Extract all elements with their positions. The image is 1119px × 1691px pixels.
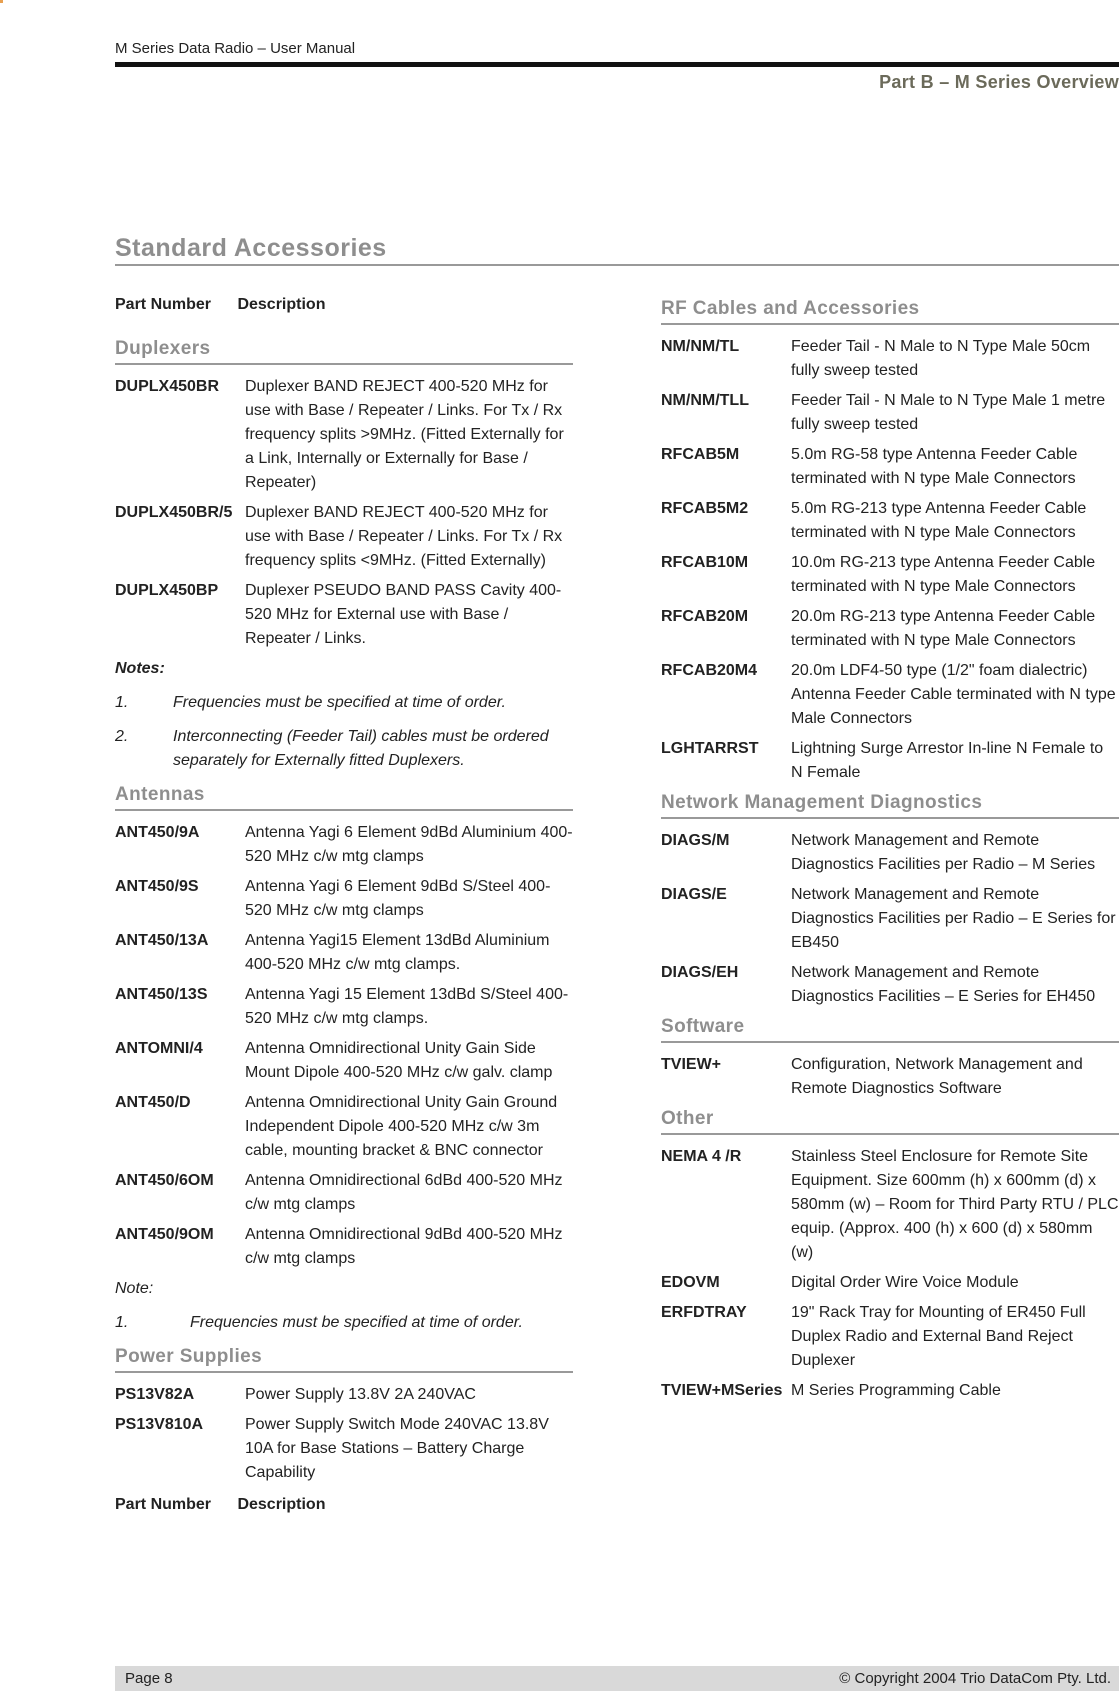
description: Duplexer BAND REJECT 400-520 MHz for use with Base / Repeater / Links. For Tx / Rx frequency splits >9MHz. (Fitted Externally for a Link, Internally or Externally for Base / Repeater) (245, 378, 564, 491)
part-number: NEMA 4 /R (661, 1148, 742, 1165)
part-number: ANT450/9S (115, 878, 199, 895)
description: 5.0m RG-58 type Antenna Feeder Cable terminated with N type Male Connectors (791, 446, 1078, 487)
part-number: PS13V82A (115, 1386, 195, 1403)
description: 20.0m RG-213 type Antenna Feeder Cable terminated with N type Male Connectors (791, 608, 1096, 649)
list-item (115, 1383, 573, 1407)
section-rule (661, 323, 1119, 325)
section-title-software: Software (661, 1016, 745, 1037)
part-number: DIAGS/E (661, 886, 727, 903)
duplexers-notes (115, 691, 573, 773)
notes-label: Notes: (115, 660, 165, 677)
list-item (661, 605, 1119, 653)
section-rule (115, 363, 573, 365)
part-number: PS13V810A (115, 1416, 204, 1433)
page-number: Page 8 (125, 1670, 173, 1687)
section-rule (115, 1371, 573, 1373)
part-number: DUPLX450BR (115, 378, 220, 395)
part-number: DUPLX450BR/5 (115, 504, 233, 521)
description: M Series Programming Cable (791, 1382, 1001, 1399)
list-item (115, 1223, 573, 1271)
part-number: ANT450/13S (115, 986, 208, 1003)
section-rule (661, 1041, 1119, 1043)
right-column (661, 293, 1119, 1409)
note-number: 1. (115, 694, 129, 711)
part-number: ANTOMNI/4 (115, 1040, 203, 1057)
section-title-rf-cables: RF Cables and Accessories (661, 298, 920, 319)
part-heading: Part B – M Series Overview (879, 72, 1119, 92)
note-label: Note: (115, 1280, 154, 1297)
list-item (661, 335, 1119, 383)
other-list (661, 1145, 1119, 1403)
list-item (115, 501, 573, 573)
part-number: RFCAB20M (661, 608, 749, 625)
part-number: ANT450/9OM (115, 1226, 214, 1243)
description: 5.0m RG-213 type Antenna Feeder Cable terminated with N type Male Connectors (791, 500, 1087, 541)
list-item (115, 821, 573, 869)
list-item (115, 983, 573, 1031)
part-number: NM/NM/TL (661, 338, 740, 355)
description-heading: Description (237, 296, 326, 313)
list-item (115, 929, 573, 977)
part-number: TVIEW+MSeries (661, 1382, 783, 1399)
part-number: ANT450/13A (115, 932, 209, 949)
list-item (115, 1413, 573, 1485)
title-rule (115, 264, 1119, 266)
note-text: Frequencies must be specified at time of order. (190, 1314, 523, 1331)
corner-mark (0, 0, 3, 3)
description: Antenna Omnidirectional Unity Gain Side Mount Dipole 400-520 MHz c/w galv. clamp (245, 1040, 553, 1081)
list-item (661, 1271, 1119, 1295)
list-item (661, 961, 1119, 1009)
list-item (661, 883, 1119, 955)
list-item (115, 1169, 573, 1217)
description: Lightning Surge Arrestor In-line N Female to N Female (791, 740, 1104, 781)
column-header (115, 293, 573, 333)
list-item (661, 497, 1119, 545)
note-item (115, 725, 573, 773)
nmd-list (661, 829, 1119, 1009)
section-title-antennas: Antennas (115, 784, 205, 805)
note-text: Frequencies must be specified at time of order. (173, 694, 506, 711)
part-number: DIAGS/EH (661, 964, 739, 981)
list-item (661, 1053, 1119, 1101)
description: Antenna Omnidirectional Unity Gain Ground Independent Dipole 400-520 MHz c/w 3m cable, mounting bracket & BNC connector (245, 1094, 558, 1159)
part-number: TVIEW+ (661, 1056, 722, 1073)
part-number: RFCAB10M (661, 554, 749, 571)
note-item (115, 1311, 573, 1335)
list-item (115, 1037, 573, 1085)
part-number-heading: Part Number (115, 296, 212, 313)
section-title-duplexers: Duplexers (115, 338, 211, 359)
note-text: Interconnecting (Feeder Tail) cables must be ordered separately for Externally fitted Duplexers. (173, 728, 549, 769)
list-item (661, 737, 1119, 785)
description: Network Management and Remote Diagnostics Facilities – E Series for EH450 (791, 964, 1096, 1005)
list-item (115, 875, 573, 923)
description: Duplexer PSEUDO BAND PASS Cavity 400-520 MHz for External use with Base / Repeater / Links. (245, 582, 562, 647)
description: Network Management and Remote Diagnostics Facilities per Radio – E Series for EB450 (791, 886, 1116, 951)
part-number-heading: Part Number (115, 1496, 212, 1513)
power-list (115, 1383, 573, 1485)
duplexers-list (115, 375, 573, 651)
description: 20.0m LDF4-50 type (1/2" foam dialectric) Antenna Feeder Cable terminated with N type Male Connectors (791, 662, 1116, 727)
description: Antenna Omnidirectional 9dBd 400-520 MHz c/w mtg clamps (245, 1226, 563, 1267)
antennas-list (115, 821, 573, 1271)
section-rule (661, 1133, 1119, 1135)
section-title-power-supplies: Power Supplies (115, 1346, 263, 1367)
description: Feeder Tail - N Male to N Type Male 1 metre fully sweep tested (791, 392, 1106, 433)
antennas-notes (115, 1311, 573, 1335)
note-number: 2. (115, 728, 129, 745)
description: Power Supply 13.8V 2A 240VAC (245, 1386, 476, 1403)
list-item (115, 375, 573, 495)
description: Duplexer BAND REJECT 400-520 MHz for use with Base / Repeater / Links. For Tx / Rx frequency splits <9MHz. (Fitted Externally) (245, 504, 563, 569)
list-item (661, 659, 1119, 731)
description: Antenna Yagi15 Element 13dBd Aluminium 400-520 MHz c/w mtg clamps. (245, 932, 550, 973)
section-rule (661, 817, 1119, 819)
part-number: ANT450/9A (115, 824, 200, 841)
section-rule (115, 809, 573, 811)
copyright: © Copyright 2004 Trio DataCom Pty. Ltd. (839, 1670, 1111, 1687)
running-header: M Series Data Radio – User Manual (115, 40, 356, 57)
description: Antenna Omnidirectional 6dBd 400-520 MHz c/w mtg clamps (245, 1172, 563, 1213)
list-item (661, 389, 1119, 437)
section-title-network-management: Network Management Diagnostics (661, 792, 983, 813)
rf-list (661, 335, 1119, 785)
description: Digital Order Wire Voice Module (791, 1274, 1019, 1291)
list-item (661, 1379, 1119, 1403)
part-number: RFCAB5M2 (661, 500, 749, 517)
column-footer (115, 1493, 573, 1533)
part-number: ERFDTRAY (661, 1304, 747, 1321)
description: Antenna Yagi 6 Element 9dBd Aluminium 400-520 MHz c/w mtg clamps (245, 824, 573, 865)
description-heading: Description (237, 1496, 326, 1513)
list-item (661, 1301, 1119, 1373)
description: Antenna Yagi 15 Element 13dBd S/Steel 400-520 MHz c/w mtg clamps. (245, 986, 569, 1027)
list-item (115, 579, 573, 651)
description: 19" Rack Tray for Mounting of ER450 Full Duplex Radio and External Band Reject Duplexer (791, 1304, 1086, 1369)
left-column (115, 293, 573, 1533)
description: Antenna Yagi 6 Element 9dBd S/Steel 400-520 MHz c/w mtg clamps (245, 878, 551, 919)
description: 10.0m RG-213 type Antenna Feeder Cable terminated with N type Male Connectors (791, 554, 1096, 595)
description: Stainless Steel Enclosure for Remote Site Equipment. Size 600mm (h) x 600mm (d) x 580mm (w) – Room for Third Party RTU / PLC equip. (Approx. 400 (h) x 600 (d) x 580mm (w) (791, 1148, 1119, 1261)
description: Power Supply Switch Mode 240VAC 13.8V 10A for Base Stations – Battery Charge Capability (245, 1416, 549, 1481)
footer-bar (115, 1666, 1119, 1691)
part-number: ANT450/6OM (115, 1172, 214, 1189)
page-title: Standard Accessories (115, 234, 387, 262)
description: Network Management and Remote Diagnostics Facilities per Radio – M Series (791, 832, 1096, 873)
part-number: NM/NM/TLL (661, 392, 749, 409)
part-number: DUPLX450BP (115, 582, 219, 599)
part-number: ANT450/D (115, 1094, 191, 1111)
header-rule (115, 62, 1119, 67)
section-title-other: Other (661, 1108, 714, 1129)
note-item (115, 691, 573, 715)
description: Configuration, Network Management and Remote Diagnostics Software (791, 1056, 1083, 1097)
part-number: EDOVM (661, 1274, 720, 1291)
description: Feeder Tail - N Male to N Type Male 50cm fully sweep tested (791, 338, 1091, 379)
part-number: DIAGS/M (661, 832, 730, 849)
list-item (115, 1091, 573, 1163)
list-item (661, 551, 1119, 599)
note-number: 1. (115, 1314, 129, 1331)
part-number: RFCAB5M (661, 446, 740, 463)
part-number: RFCAB20M4 (661, 662, 758, 679)
software-list (661, 1053, 1119, 1101)
list-item (661, 443, 1119, 491)
part-number: LGHTARRST (661, 740, 759, 757)
list-item (661, 1145, 1119, 1265)
list-item (661, 829, 1119, 877)
